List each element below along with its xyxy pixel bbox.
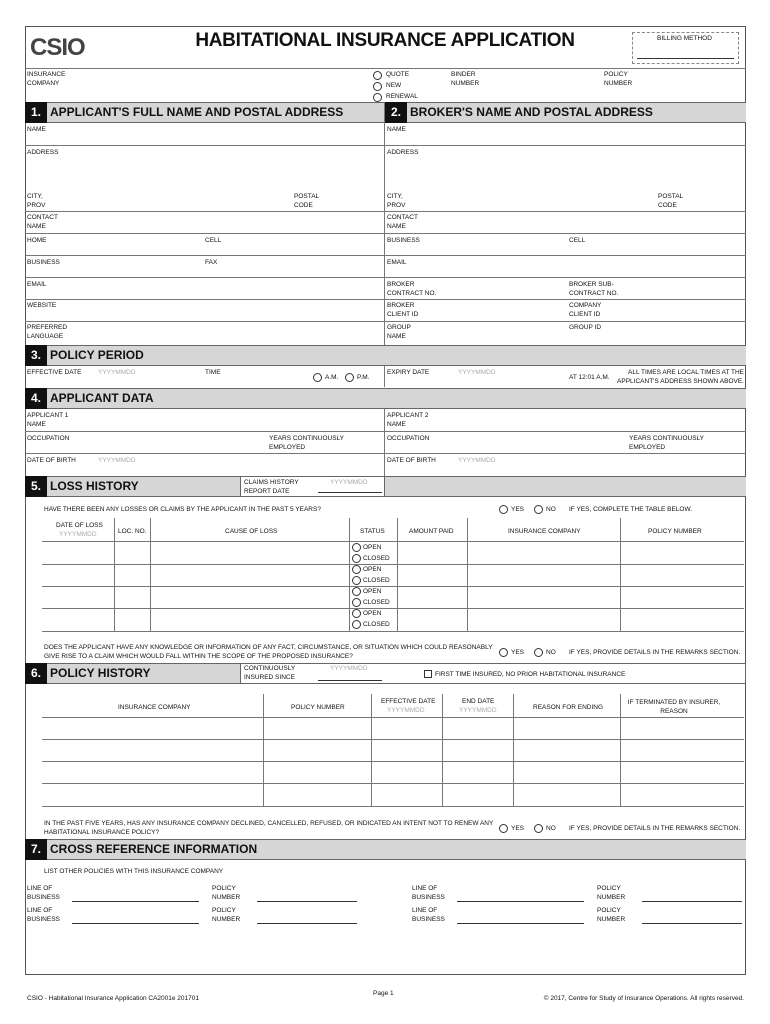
col-cause-of-loss: CAUSE OF LOSS xyxy=(225,528,278,535)
copyright: © 2017, Centre for Study of Insurance Operations. All rights reserved. xyxy=(543,995,744,1002)
section-5-title: LOSS HISTORY xyxy=(50,479,139,493)
applicant-postal-label: POSTAL CODE xyxy=(294,193,320,209)
broker-business-label: BUSINESS xyxy=(387,237,420,244)
section-7-number: 7. xyxy=(25,839,47,860)
declined-yes-radio[interactable] xyxy=(499,824,508,833)
quote-radio[interactable] xyxy=(373,71,382,80)
row1-closed-radio[interactable] xyxy=(352,554,361,563)
applicant1-years-employed-label: YEARS CONTINUOUSLY EMPLOYED xyxy=(269,435,345,451)
section-4-number: 4. xyxy=(25,388,47,409)
line-of-business-2-label: LINE OF BUSINESS xyxy=(412,885,445,901)
row4-open-radio[interactable] xyxy=(352,609,361,618)
col-insurance-company: INSURANCE COMPANY xyxy=(508,528,581,535)
broker-postal-label: POSTAL CODE xyxy=(658,193,684,209)
section-3-number: 3. xyxy=(25,345,47,366)
losses-no-label: NO xyxy=(546,506,556,513)
knowledge-no-label: NO xyxy=(546,649,556,656)
losses-if-yes-note: IF YES, COMPLETE THE TABLE BELOW. xyxy=(569,506,693,513)
section-1-title: APPLICANT'S FULL NAME AND POSTAL ADDRESS xyxy=(50,105,344,119)
applicant-cell-label: CELL xyxy=(205,237,222,244)
losses-question: HAVE THERE BEEN ANY LOSSES OR CLAIMS BY THE APPLICANT IN THE PAST 5 YEARS? xyxy=(44,506,321,513)
applicant-name-label: NAME xyxy=(27,126,46,133)
continuously-insured-placeholder[interactable]: YYYYMMDD xyxy=(330,665,368,672)
effective-date-placeholder[interactable]: YYYYMMDD xyxy=(98,369,136,376)
knowledge-no-radio[interactable] xyxy=(534,648,543,657)
applicant-contact-label: CONTACT NAME xyxy=(27,214,58,230)
group-name-label: GROUP NAME xyxy=(387,324,411,340)
col-status: STATUS xyxy=(360,528,385,535)
pm-radio[interactable] xyxy=(345,373,354,382)
row4-open-label: OPEN xyxy=(363,610,382,617)
expiry-date-placeholder[interactable]: YYYYMMDD xyxy=(458,369,496,376)
page-title: HABITATIONAL INSURANCE APPLICATION xyxy=(195,30,575,51)
broker-name-label: NAME xyxy=(387,126,406,133)
col-date-of-loss: DATE OF LOSS xyxy=(56,522,103,529)
local-times-note: ALL TIMES ARE LOCAL TIMES AT THE APPLICANT'S ADDRESS SHOWN ABOVE. xyxy=(617,369,744,385)
row2-closed-radio[interactable] xyxy=(352,576,361,585)
declined-question: IN THE PAST FIVE YEARS, HAS ANY INSURANCE COMPANY DECLINED, CANCELLED, REFUSED, OR INDICATED AN INTENT NOT TO RENEW ANY HABITATIONAL INSURANCE POLICY? xyxy=(44,820,494,836)
ph-col-effective-date: EFFECTIVE DATE xyxy=(381,698,436,705)
applicant-fax-label: FAX xyxy=(205,259,218,266)
pm-label: P.M. xyxy=(357,374,370,381)
section-6-number: 6. xyxy=(25,663,47,684)
renewal-radio[interactable] xyxy=(373,93,382,102)
section-2-number: 2. xyxy=(385,102,407,123)
applicant1-dob-placeholder[interactable]: YYYYMMDD xyxy=(98,457,136,464)
ph-col-insurance-company: INSURANCE COMPANY xyxy=(118,704,191,711)
section-5-number: 5. xyxy=(25,476,47,497)
row3-closed-label: CLOSED xyxy=(363,599,390,606)
applicant-language-label: PREFERRED LANGUAGE xyxy=(27,324,68,340)
applicant2-occupation-label: OCCUPATION xyxy=(387,435,430,442)
policy-number-3-field[interactable] xyxy=(257,923,357,924)
insurance-company-label: INSURANCE COMPANY xyxy=(27,71,66,87)
row2-open-radio[interactable] xyxy=(352,565,361,574)
quote-label: QUOTE xyxy=(386,71,410,78)
line-of-business-1-field[interactable] xyxy=(72,901,199,902)
new-radio[interactable] xyxy=(373,82,382,91)
section-7-title: CROSS REFERENCE INFORMATION xyxy=(50,842,258,856)
row2-open-label: OPEN xyxy=(363,566,382,573)
declined-yes-label: YES xyxy=(511,825,525,832)
row1-open-radio[interactable] xyxy=(352,543,361,552)
effective-date-label: EFFECTIVE DATE xyxy=(27,369,82,376)
broker-address-label: ADDRESS xyxy=(387,149,419,156)
applicant-email-label: EMAIL xyxy=(27,281,47,288)
policy-number-4-label: POLICY NUMBER xyxy=(597,907,626,923)
applicant2-years-employed-label: YEARS CONTINUOUSLY EMPLOYED xyxy=(629,435,705,451)
broker-email-label: EMAIL xyxy=(387,259,407,266)
row3-open-radio[interactable] xyxy=(352,587,361,596)
claims-report-date-label: CLAIMS HISTORY REPORT DATE xyxy=(244,479,299,495)
page-number: Page 1 xyxy=(373,990,394,997)
first-time-insured-label: FIRST TIME INSURED, NO PRIOR HABITATIONAL INSURANCE xyxy=(435,671,626,678)
applicant2-name-label: APPLICANT 2 NAME xyxy=(387,412,429,428)
row4-closed-label: CLOSED xyxy=(363,621,390,628)
applicant-home-label: HOME xyxy=(27,237,47,244)
time-label: TIME xyxy=(205,369,221,376)
am-label: A.M. xyxy=(325,374,339,381)
section-1-number: 1. xyxy=(25,102,47,123)
col-amount-paid: AMOUNT PAID xyxy=(409,528,454,535)
row3-open-label: OPEN xyxy=(363,588,382,595)
renewal-label: RENEWAL xyxy=(386,93,418,100)
company-client-id-label: COMPANY CLIENT ID xyxy=(569,302,602,318)
applicant2-dob-label: DATE OF BIRTH xyxy=(387,457,436,464)
row1-closed-label: CLOSED xyxy=(363,555,390,562)
ph-end-date-placeholder: YYYYMMDD xyxy=(459,707,497,714)
line-of-business-1-label: LINE OF BUSINESS xyxy=(27,885,60,901)
billing-method-label: BILLING METHOD xyxy=(657,35,712,42)
claims-report-date-placeholder[interactable]: YYYYMMDD xyxy=(330,479,368,486)
form-id: CSIO - Habitational Insurance Application CA2001e 201701 xyxy=(27,995,199,1002)
applicant-business-label: BUSINESS xyxy=(27,259,60,266)
line-of-business-2-field[interactable] xyxy=(457,901,584,902)
ph-col-terminated: IF TERMINATED BY INSURER, REASON xyxy=(627,699,721,715)
losses-yes-label: YES xyxy=(511,506,525,513)
ph-col-policy-number: POLICY NUMBER xyxy=(291,704,345,711)
losses-yes-radio[interactable] xyxy=(499,505,508,514)
col-loc-no: LOC. NO. xyxy=(118,528,147,535)
broker-contact-label: CONTACT NAME xyxy=(387,214,418,230)
col-policy-number: POLICY NUMBER xyxy=(648,528,702,535)
binder-number-label: BINDER NUMBER xyxy=(451,71,480,87)
knowledge-yes-radio[interactable] xyxy=(499,648,508,657)
section-3-title: POLICY PERIOD xyxy=(50,348,144,362)
applicant1-occupation-label: OCCUPATION xyxy=(27,435,70,442)
csio-logo: CSIO xyxy=(30,34,85,61)
first-time-insured-checkbox[interactable] xyxy=(424,670,432,678)
expiry-date-label: EXPIRY DATE xyxy=(387,369,430,376)
losses-no-radio[interactable] xyxy=(534,505,543,514)
continuously-insured-label: CONTINUOUSLY INSURED SINCE xyxy=(244,665,296,681)
broker-cell-label: CELL xyxy=(569,237,586,244)
broker-contract-label: BROKER CONTRACT NO. xyxy=(387,281,437,297)
applicant-city-label: CITY, PROV xyxy=(27,193,46,209)
new-label: NEW xyxy=(386,82,402,89)
policy-number-1-field[interactable] xyxy=(257,901,357,902)
applicant1-name-label: APPLICANT 1 NAME xyxy=(27,412,69,428)
am-radio[interactable] xyxy=(313,373,322,382)
policy-number-1-label: POLICY NUMBER xyxy=(212,885,241,901)
policy-number-2-field[interactable] xyxy=(642,901,742,902)
policy-number-4-field[interactable] xyxy=(642,923,742,924)
line-of-business-3-field[interactable] xyxy=(72,923,199,924)
knowledge-if-yes-note: IF YES, PROVIDE DETAILS IN THE REMARKS SECTION. xyxy=(569,649,741,656)
applicant-address-label: ADDRESS xyxy=(27,149,59,156)
line-of-business-4-label: LINE OF BUSINESS xyxy=(412,907,445,923)
date-of-loss-placeholder: YYYYMMDD xyxy=(59,531,97,538)
section-4-title: APPLICANT DATA xyxy=(50,391,154,405)
list-other-policies-label: LIST OTHER POLICIES WITH THIS INSURANCE COMPANY xyxy=(44,868,224,875)
broker-subcontract-label: BROKER SUB- CONTRACT NO. xyxy=(569,281,619,297)
knowledge-yes-label: YES xyxy=(511,649,525,656)
billing-method-box[interactable] xyxy=(632,32,739,64)
ph-col-reason: REASON FOR ENDING xyxy=(533,704,604,711)
applicant-website-label: WEBSITE xyxy=(27,302,57,309)
ph-effective-date-placeholder: YYYYMMDD xyxy=(387,707,425,714)
policy-number-label: POLICY NUMBER xyxy=(604,71,633,87)
knowledge-question: DOES THE APPLICANT HAVE ANY KNOWLEDGE OR INFORMATION OF ANY FACT, CIRCUMSTANCE, OR SITUATION WHICH COULD REASONABLY GIVE RISE TO A CLAIM WHICH WOULD FALL WITHIN THE SCOPE OF THE PROPOSED INSURANCE? xyxy=(44,644,493,660)
row2-closed-label: CLOSED xyxy=(363,577,390,584)
at-1201-label: AT 12:01 A.M. xyxy=(569,374,610,381)
row3-closed-radio[interactable] xyxy=(352,598,361,607)
declined-no-label: NO xyxy=(546,825,556,832)
line-of-business-4-field[interactable] xyxy=(457,923,584,924)
broker-client-id-label: BROKER CLIENT ID xyxy=(387,302,419,318)
applicant2-dob-placeholder[interactable]: YYYYMMDD xyxy=(458,457,496,464)
line-of-business-3-label: LINE OF BUSINESS xyxy=(27,907,60,923)
row1-open-label: OPEN xyxy=(363,544,382,551)
declined-no-radio[interactable] xyxy=(534,824,543,833)
broker-city-label: CITY, PROV xyxy=(387,193,406,209)
ph-col-end-date: END DATE xyxy=(462,698,495,705)
policy-number-2-label: POLICY NUMBER xyxy=(597,885,626,901)
policy-number-3-label: POLICY NUMBER xyxy=(212,907,241,923)
row4-closed-radio[interactable] xyxy=(352,620,361,629)
section-6-title: POLICY HISTORY xyxy=(50,666,151,680)
group-id-label: GROUP ID xyxy=(569,324,602,331)
section-2-title: BROKER'S NAME AND POSTAL ADDRESS xyxy=(410,105,653,119)
applicant1-dob-label: DATE OF BIRTH xyxy=(27,457,76,464)
declined-if-yes-note: IF YES, PROVIDE DETAILS IN THE REMARKS SECTION. xyxy=(569,825,741,832)
